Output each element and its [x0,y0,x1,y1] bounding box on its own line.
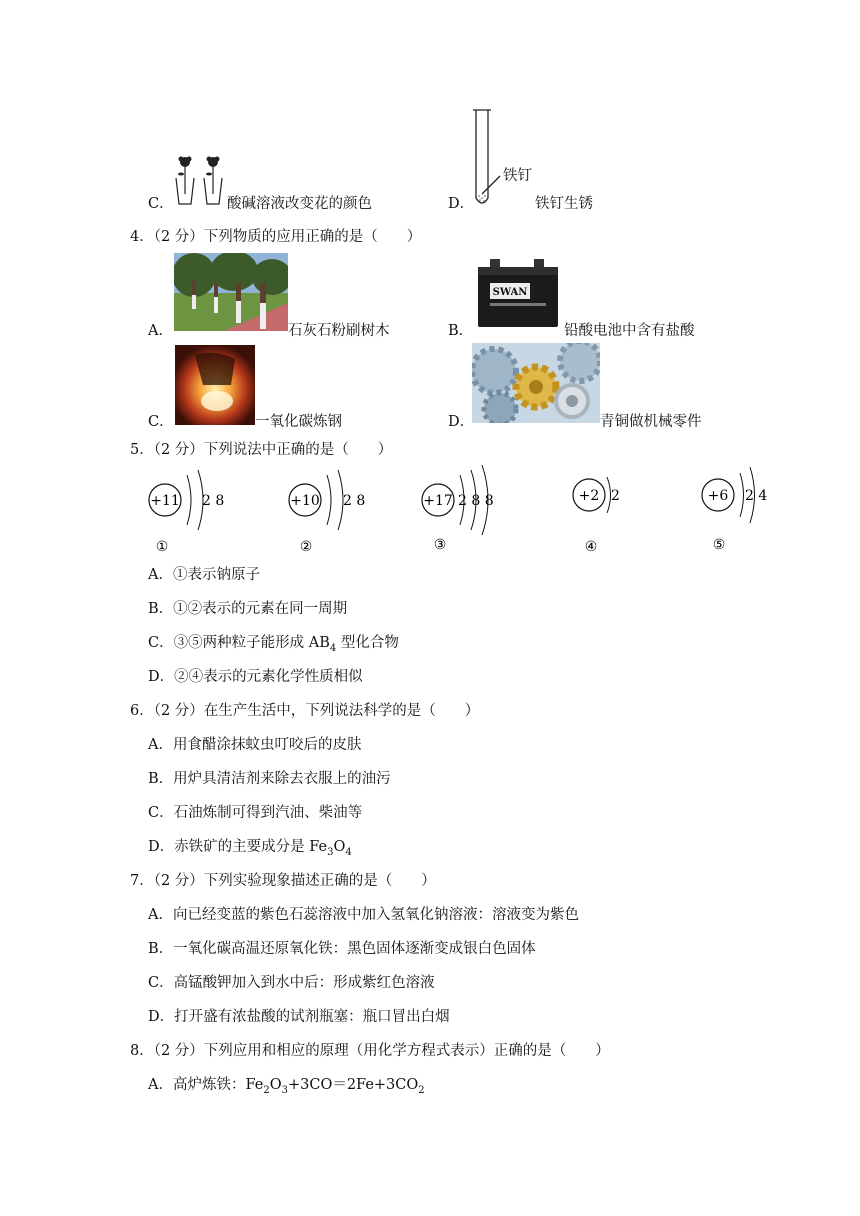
atom-diagram-3 [422,465,494,553]
q7-option-b: B．一氧化碳高温还原氧化铁：黑色固体逐渐变成银白色固体 [148,941,536,957]
q5-option-d: D．②④表示的元素化学性质相似 [148,669,363,685]
q3-option-c [148,192,174,213]
svg-text:+11: +11 [150,493,180,509]
svg-text:②: ② [299,539,313,555]
svg-text:①: ① [155,539,169,555]
atom-diagram-4 [573,477,620,555]
svg-text:+17: +17 [423,493,453,509]
q4-option-d-letter: D． [448,414,475,430]
q7-option-d: D．打开盛有浓盐酸的试剂瓶塞：瓶口冒出白烟 [148,1009,450,1025]
steelmaking-photo [175,345,255,425]
q4-option-b-caption: 铅酸电池中含有盐酸 [564,323,695,339]
gears-photo [472,343,600,423]
atomic-structure-diagrams [140,465,780,557]
test-tube-image [470,106,540,210]
svg-text:+2: +2 [578,488,600,504]
q7-option-a: A．向已经变蓝的紫色石蕊溶液中加入氢氧化钠溶液：溶液变为紫色 [148,907,579,923]
q6-option-b: B．用炉具清洁剂来除去衣服上的油污 [148,771,391,787]
svg-text:③: ③ [433,537,447,553]
option-letter: C． [148,196,174,212]
svg-text:2 4: 2 4 [745,488,768,504]
q4-option-a-caption: 石灰石粉刷树木 [288,323,390,339]
q3-option-c-caption: 酸碱溶液改变花的颜色 [227,196,372,212]
q3-option-d-letter: D． [448,196,475,212]
q6-option-a: A．用食醋涂抹蚊虫叮咬后的皮肤 [148,737,362,753]
iron-nail-label: 铁钉 [503,168,532,184]
atom-diagram-5 [702,467,767,553]
question-8-stem: 8．（2 分）下列应用和相应的原理（用化学方程式表示）正确的是（ ） [130,1043,610,1059]
q6-option-d: D．赤铁矿的主要成分是 $Fe_3O_4$ [148,839,352,858]
whitewashed-trees-photo [174,253,288,331]
svg-text:+6: +6 [707,488,729,504]
battery-photo [472,253,564,333]
question-5-stem: 5．（2 分）下列说法中正确的是（ ） [130,442,393,458]
svg-text:2 8: 2 8 [202,493,225,509]
atom-diagram-2 [289,470,365,555]
svg-text:2 8: 2 8 [343,493,366,509]
battery-brand: SWAN [492,287,528,298]
q6-option-c: C．石油炼制可得到汽油、柴油等 [148,805,363,821]
q4-option-c-caption: 一氧化碳炼钢 [255,414,342,430]
q4-option-a-letter: A． [148,323,173,339]
q5-option-b: B．①②表示的元素在同一周期 [148,601,348,617]
question-6-stem: 6．（2 分）在生产生活中，下列说法科学的是（ ） [130,703,480,719]
flower-cups-image [172,154,228,206]
q5-option-a: A．①表示钠原子 [148,567,260,583]
svg-text:+10: +10 [290,493,320,509]
svg-text:⑤: ⑤ [712,537,726,553]
q7-option-c: C．高锰酸钾加入到水中后：形成紫红色溶液 [148,975,435,991]
q4-option-d-caption: 青铜做机械零件 [600,414,702,430]
question-7-stem: 7．（2 分）下列实验现象描述正确的是（ ） [130,873,436,889]
svg-text:2 8 8: 2 8 8 [458,493,494,509]
question-4-stem: 4．（2 分）下列物质的应用正确的是（ ） [130,229,422,245]
q4-option-c-letter: C． [148,414,174,430]
atom-diagram-1 [149,470,224,555]
q3-option-d-caption: 铁钉生锈 [535,196,593,212]
svg-text:④: ④ [584,539,598,555]
q4-option-b-letter: B． [448,323,474,339]
q8-option-a: A．高炉炼铁：$Fe_2O_3+3CO=2Fe+3CO_2$ [148,1077,425,1096]
svg-text:2: 2 [611,488,620,504]
q5-option-c: C．③⑤两种粒子能形成 $AB_4$ 型化合物 [148,635,399,654]
